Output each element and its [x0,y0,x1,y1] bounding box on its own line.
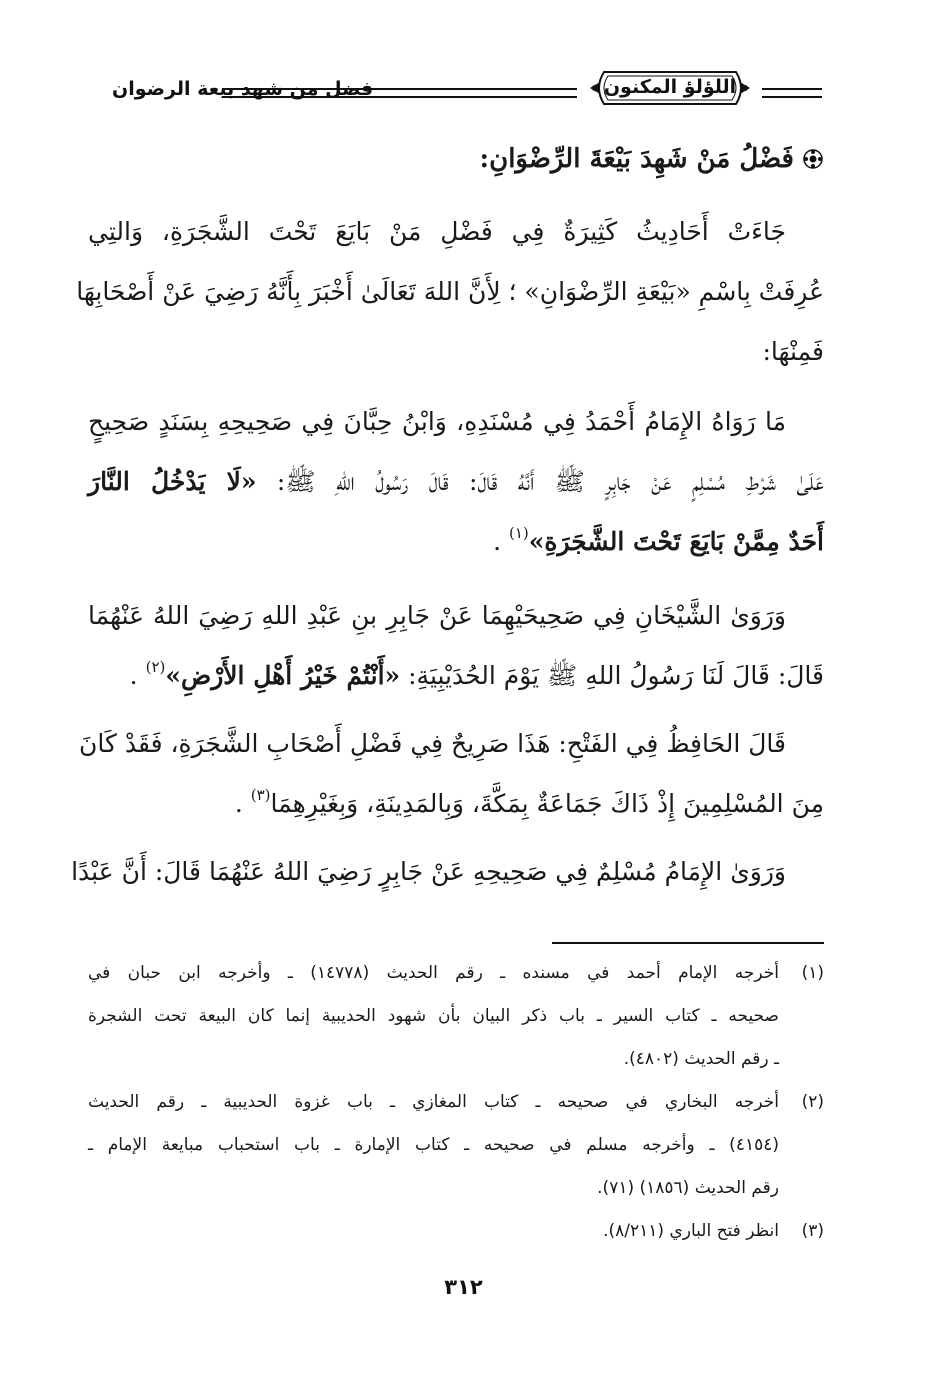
section-heading [88,130,824,188]
book-title-cartouche [590,66,750,110]
paragraph-line: مَا رَوَاهُ الإِمَامُ أَحْمَدُ فِي مُسْنَدِهِ، وَابْنُ حِبَّانَ فِي صَحِيحِهِ بِسَنَدٍ صَحِيحٍ [88,407,786,436]
paragraph-line: عُرِفَتْ بِاسْمِ «بَيْعَةِ الرِّضْوَانِ» ؛ لِأَنَّ اللهَ تَعَالَىٰ أَخْبَرَ بِأَنَّهُ رَضِيَ عَنْ أَصْحَابِهَا [76,277,824,306]
punctuation: . [129,661,146,690]
paragraph-line: فَمِنْهَا: [762,337,824,366]
paragraph-line: جَاءَتْ أَحَادِيثُ كَثِيرَةٌ فِي فَضْلِ مَنْ بَايَعَ تَحْتَ الشَّجَرَةِ، وَالتِي [88,217,786,246]
paragraph-1-continued [76,262,824,382]
paragraph-5 [71,842,824,902]
footnote-number: (٣) [801,1221,824,1241]
hadith-quote: «أَنْتُمْ خَيْرُ أَهْلِ الأَرْضِ» [165,661,401,690]
paragraph-2 [88,392,824,452]
hadith-quote: أَحَدٌ مِمَّنْ بَايَعَ تَحْتَ الشَّجَرَةِ» [528,527,824,556]
punctuation: . [234,789,251,818]
footnotes [88,952,824,1253]
paragraph-2-continued [88,452,824,572]
main-text [71,130,824,910]
footnote-ref-1[interactable]: (١) [509,524,529,542]
footnote-2 [88,1081,824,1210]
paragraph-3-continued [88,646,824,706]
punctuation: . [493,527,509,556]
paragraph-line: وَرَوَىٰ الشَّيْخَانِ فِي صَحِيحَيْهِمَا عَنْ جَابِرِ بنِ عَبْدِ اللهِ رَضِيَ اللهُ عَنْهُمَا [88,601,787,630]
hadith-quote: «لَا يَدْخُلُ النَّارَ [88,467,257,496]
footnote-line: انظر فتح الباري (٨/٢١١). [603,1221,779,1241]
footnote-1 [88,952,824,1081]
paragraph-4-continued [88,774,824,834]
footnote-line: ـ رقم الحديث (٤٨٠٢). [623,1049,779,1069]
footnote-ref-3[interactable]: (٣) [250,786,271,804]
paragraph-line [88,646,824,706]
footnote-3 [88,1210,824,1253]
footnote-ref-2[interactable]: (٢) [145,658,166,676]
narration-text: مِنَ المُسْلِمِينَ إِذْ ذَاكَ جَمَاعَةٌ بِمَكَّةَ، وَبِالمَدِينَةِ، وَبِغَيْرِهِمَا [270,789,824,818]
narration-text: قَالَ: قَالَ لَنَا رَسُولُ اللهِ ﷺ يَوْمَ الحُدَيْبِيَةِ: [400,661,824,690]
page-header [92,62,822,118]
flower-bullet-icon [802,148,824,170]
paragraph-3 [88,586,824,646]
footnote-line: أخرجه الإمام أحمد في مسنده ـ رقم الحديث (١٤٧٧٨) ـ وأخرجه ابن حبان في [88,963,779,983]
section-heading-text: فَضْلُ مَنْ شَهِدَ بَيْعَةَ الرِّضْوَانِ: [479,144,794,174]
footnote-line: رقم الحديث (١٨٥٦) (٧١). [597,1178,779,1198]
footnote-line: صحيحه ـ كتاب السير ـ باب ذكر البيان بأن شهود الحديبية إنما كان البيعة تحت الشجرة [88,1006,779,1026]
paragraph-line: قَالَ الحَافِظُ فِي الفَتْحِ: هَذَا صَرِيحٌ فِي فَضْلِ أَصْحَابِ الشَّجَرَةِ، فَقَدْ كَانَ [79,729,786,758]
footnote-separator [552,942,824,944]
footnote-number: (٢) [801,1092,824,1112]
narration-text: عَلَىٰ شَرْطِ مُسْلِمٍ عَنْ جَابِرٍ ﷺ أَنَّهُ قَالَ: قَالَ رَسُولُ اللهِ ﷺ: [256,467,824,496]
header-rule-right [762,88,822,98]
section-title: فضل من شهد بيعة الرضوان [112,78,374,100]
paragraph-4 [79,714,824,774]
paragraph-line [88,452,824,512]
book-title: اللؤلؤ المكنون [603,76,737,98]
page-number: ٣١٢ [444,1275,483,1299]
footnote-line: (٤١٥٤) ـ وأخرجه مسلم في صحيحه ـ كتاب الإمارة ـ باب استحباب مبايعة الإمام ـ [88,1135,779,1155]
paragraph-line [88,774,824,834]
paragraph-1 [88,202,824,262]
paragraph-line [88,512,824,572]
footnote-line: أخرجه البخاري في صحيحه ـ كتاب المغازي ـ باب غزوة الحديبية ـ رقم الحديث [88,1092,779,1112]
footnote-number: (١) [801,963,824,983]
paragraph-line: وَرَوَىٰ الإِمَامُ مُسْلِمٌ فِي صَحِيحِهِ عَنْ جَابِرٍ رَضِيَ اللهُ عَنْهُمَا قَالَ: أَنَّ عَبْدًا [71,857,786,886]
